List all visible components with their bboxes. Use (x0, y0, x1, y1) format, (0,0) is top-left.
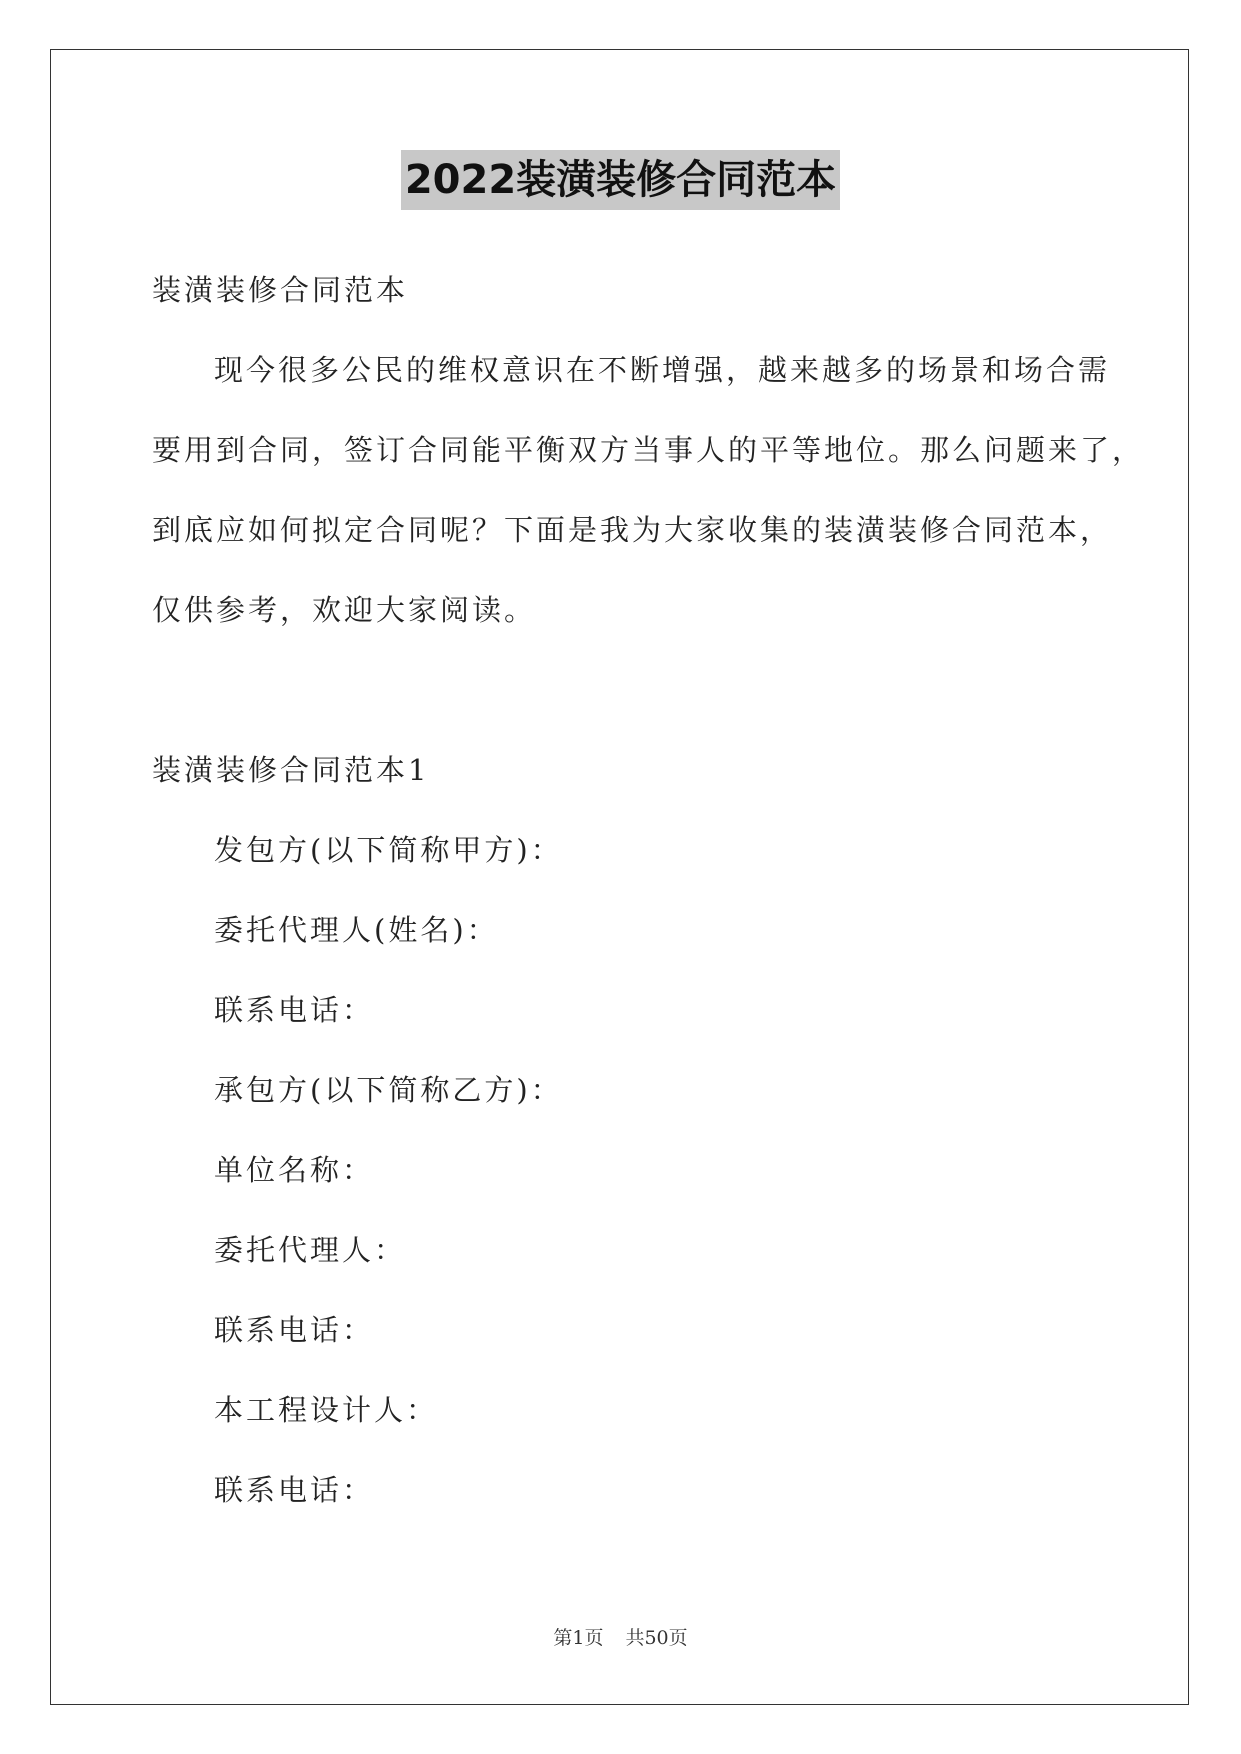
field-client-phone: 联系电话： (214, 993, 375, 1027)
field-designer: 本工程设计人： (214, 1393, 439, 1427)
intro-line: 仅供参考，欢迎大家阅读。 (152, 593, 537, 627)
page-number: 第1页 (553, 1627, 604, 1649)
field-contractor-agent: 委托代理人： (214, 1233, 407, 1267)
title-wrap (0, 150, 1241, 210)
intro-line: 要用到合同，签订合同能平衡双方当事人的平等地位。那么问题来了， (152, 433, 1145, 467)
field-client: 发包方(以下简称甲方)： (214, 833, 563, 867)
field-designer-phone: 联系电话： (214, 1473, 375, 1507)
intro-line: 到底应如何拟定合同呢？下面是我为大家收集的装潢装修合同范本， (152, 513, 1113, 547)
page-total: 共50页 (625, 1627, 688, 1649)
section-title: 装潢装修合同范本1 (152, 753, 430, 787)
field-company-name: 单位名称： (214, 1153, 375, 1187)
field-client-agent: 委托代理人(姓名)： (214, 913, 499, 947)
intro-line: 现今很多公民的维权意识在不断增强，越来越多的场景和场合需 (214, 353, 1111, 387)
page-title: 2022装潢装修合同范本 (401, 150, 840, 210)
field-contractor: 承包方(以下简称乙方)： (214, 1073, 563, 1107)
subtitle: 装潢装修合同范本 (152, 273, 409, 307)
field-contractor-phone: 联系电话： (214, 1313, 375, 1347)
page-footer (0, 1624, 1241, 1652)
